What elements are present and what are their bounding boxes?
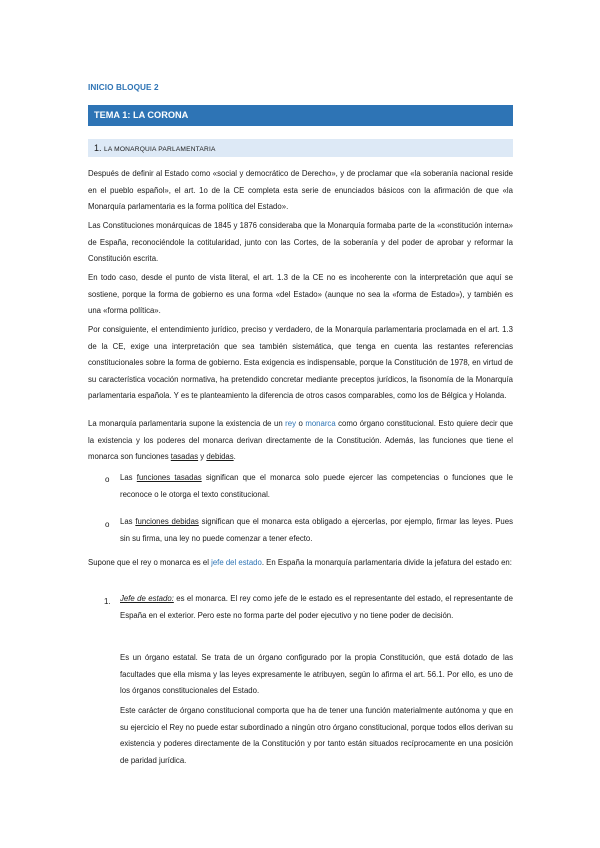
term-jefe-del-estado: jefe del estado bbox=[211, 558, 262, 567]
block-kicker: INICIO BLOQUE 2 bbox=[88, 83, 159, 92]
section-header bbox=[88, 139, 513, 157]
item-1-text: es el monarca. El rey como jefe de le estado es el representante del estado, el representante de España en el exterior. Pero este no forma parte del poder ejecutivo y no tiene poder de decisión. bbox=[120, 594, 513, 620]
p5-end: . bbox=[233, 452, 236, 462]
item-1-term: Jefe de estado: bbox=[120, 594, 174, 603]
bullet-1-term: funciones tasadas bbox=[136, 473, 202, 482]
p6-text-b: . En España la monarquía parlamentaria divide la jefatura del estado en: bbox=[261, 558, 512, 567]
paragraph-5 bbox=[88, 416, 513, 466]
term-rey: rey bbox=[285, 419, 297, 428]
bullet-marker-1: o bbox=[105, 475, 110, 484]
bullet-item-2 bbox=[120, 514, 513, 547]
bullet-2-pre: Las bbox=[120, 517, 136, 526]
bullet-1-pre: Las bbox=[120, 473, 137, 482]
bullet-1-text: significan que el monarca solo puede ejercer las competencias o funciones que le reconoce o le otorga el texto constitucional. bbox=[120, 473, 513, 499]
paragraph-4: Por consiguiente, el entendimiento jurídico, preciso y verdadero, de la Monarquía parlamentaria proclamada en el art. 1.3 de la CE, exige una interpretación que sea también sistemática, que tenga en cuenta las restantes referencias constitucionales sobre la forma de gobierno. Esta exigencia es indispensable, porque la Constitución de 1978, en virtud de su característica vocación normativa, ha pretendido concretar mediante preceptos jurídicos, la fisonomía de la Monarquía parlamentaria española. Y es te planteamiento la diferencia de otros casos comparables, como los de Bélgica y Holanda. bbox=[88, 325, 513, 401]
p5-text-b: como órgano constitucional. Esto quiere decir que la existencia y los poderes del monarca derivan directamente de la Constitución. Además, las funciones que tiene el monarca son funciones bbox=[88, 419, 513, 462]
paragraph-8: Este carácter de órgano constitucional comporta que ha de tener una función materialmente autónoma y que en su ejercicio el Rey no puede estar subordinado a ningún otro órgano constitucional, porque todos ellos derivan su existencia y poderes directamente de la Constitución y por tanto están situados recíprocamente en una posición de paridad jurídica. bbox=[120, 706, 513, 765]
paragraph-6 bbox=[88, 555, 513, 572]
paragraph-3: En todo caso, desde el punto de vista literal, el art. 1.3 de la CE no es incoherente con la interpretación que aquí se sostiene, porque la forma de gobierno es una forma «del Estado» (aunque no sea la «forma de Estado»), y también es una «forma política». bbox=[88, 273, 513, 316]
bullet-item-1 bbox=[120, 470, 513, 503]
term-monarca: monarca bbox=[305, 419, 336, 428]
paragraph-2: Las Constituciones monárquicas de 1845 y 1876 consideraba que la Monarquía formaba parte de la «constitución interna» de España, reconociéndole la cotitularidad, junto con las Cortes, de la soberanía y del poder de aprobar y reformar la Constitución escrita. bbox=[88, 221, 513, 264]
p5-or: o bbox=[296, 419, 306, 428]
list-item-1 bbox=[120, 591, 513, 624]
section-title: LA MONARQUIA PARLAMENTARIA bbox=[104, 146, 216, 153]
paragraph-1: Después de definir al Estado como «social y democrático de Derecho», y de proclamar que «la soberanía nacional reside en el pueblo español», el art. 1o de la CE completa esta serie de enunciados básicos con la afirmación de que «la Monarquía parlamentaria es la forma política del Estado». bbox=[88, 169, 513, 212]
section-number: 1. bbox=[94, 143, 102, 153]
bullet-marker-2: o bbox=[105, 520, 110, 529]
p5-and: y bbox=[198, 452, 207, 462]
p5-text-a: La monarquía parlamentaria supone la existencia de un bbox=[88, 419, 286, 428]
bullet-2-text: significan que el monarca esta obligado a ejercerlas, por ejemplo, firmar las leyes. Pues sin su firma, una ley no puede comenzar a tener efecto. bbox=[120, 517, 513, 543]
term-tasadas: tasadas bbox=[170, 452, 199, 462]
list-number-1: 1. bbox=[104, 597, 111, 606]
paragraph-7: Es un órgano estatal. Se trata de un órgano configurado por la propia Constitución, que está dotado de las facultades que ella misma y las leyes expresamente le atribuyen, según lo afirma el art. 56.1. Por ello, es uno de los órganos constitucionales del Estado. bbox=[120, 653, 513, 696]
term-debidas: debidas bbox=[206, 452, 234, 462]
bullet-2-term: funciones debidas bbox=[135, 517, 199, 526]
chapter-title-bar: TEMA 1: LA CORONA bbox=[88, 105, 513, 126]
p6-text-a: Supone que el rey o monarca es el bbox=[88, 558, 212, 567]
